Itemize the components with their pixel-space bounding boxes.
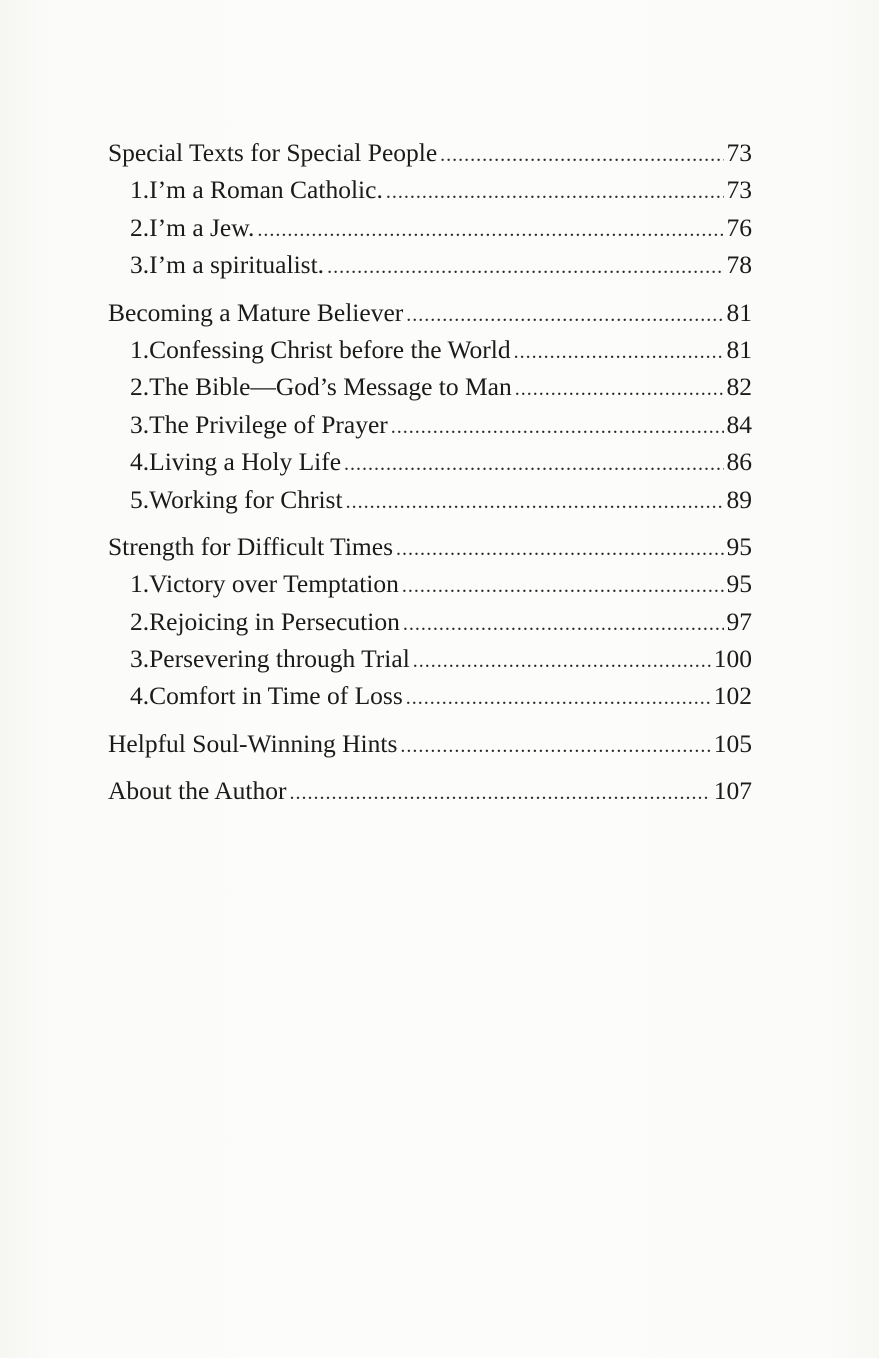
dot-leader [327, 249, 723, 286]
table-of-contents [108, 134, 752, 820]
dot-leader [346, 484, 724, 521]
toc-entry-page: 81 [726, 297, 752, 327]
toc-subentry-title: The Privilege of Prayer [149, 409, 388, 439]
dot-leader [406, 297, 723, 334]
toc-subentry-number: 3. [130, 409, 150, 439]
toc-subentry[interactable] [108, 481, 752, 518]
toc-subentry-page: 97 [726, 606, 752, 636]
toc-subentry-number: 4. [130, 447, 150, 477]
dot-leader [344, 446, 723, 483]
toc-subentry-title: I’m a spiritualist. [149, 250, 325, 280]
toc-subentry-number: 2. [130, 372, 150, 402]
toc-entry[interactable] [108, 134, 752, 171]
toc-section-about-author [108, 772, 752, 809]
toc-subentry[interactable] [108, 677, 752, 714]
toc-subentry-number: 1. [130, 334, 150, 364]
toc-subentry[interactable] [108, 331, 752, 368]
dot-leader [514, 334, 724, 371]
toc-subentry-page: 81 [726, 334, 752, 364]
toc-subentry-title: I’m a Jew. [149, 212, 255, 242]
toc-subentry[interactable] [108, 171, 752, 208]
toc-subentry-page: 95 [726, 569, 752, 599]
dot-leader [406, 680, 711, 717]
toc-subentry-title: The Bible—God’s Message to Man [149, 372, 512, 402]
toc-subentry-title: Victory over Temptation [149, 569, 399, 599]
toc-subentry-title: Confessing Christ before the World [149, 334, 511, 364]
toc-subentry-number: 1. [130, 175, 150, 205]
toc-entry[interactable] [108, 725, 752, 762]
dot-leader [402, 568, 724, 605]
dot-leader [440, 137, 723, 174]
toc-subentry-title: Comfort in Time of Loss [149, 681, 403, 711]
toc-subentry-number: 5. [130, 484, 150, 514]
dot-leader [391, 409, 724, 446]
toc-section-special-texts [108, 134, 752, 284]
toc-subentry-page: 86 [726, 447, 752, 477]
toc-entry-title: About the Author [108, 776, 287, 806]
toc-subentry-title: Persevering through Trial [149, 644, 410, 674]
toc-entry-title: Helpful Soul-Winning Hints [108, 728, 398, 758]
dot-leader [515, 371, 724, 408]
toc-subentry-number: 3. [130, 250, 150, 280]
toc-subentry[interactable] [108, 406, 752, 443]
toc-subentry-page: 76 [726, 212, 752, 242]
toc-subentry-number: 2. [130, 606, 150, 636]
dot-leader [290, 775, 711, 812]
toc-subentry-number: 4. [130, 681, 150, 711]
toc-subentry-number: 1. [130, 569, 150, 599]
toc-entry[interactable] [108, 772, 752, 809]
toc-subentry-title: Living a Holy Life [149, 447, 342, 477]
toc-subentry-page: 102 [713, 681, 752, 711]
toc-entry-title: Special Texts for Special People [108, 138, 438, 167]
toc-subentry-number: 3. [130, 644, 150, 674]
toc-section-difficult-times [108, 528, 752, 715]
toc-section-mature-believer [108, 294, 752, 518]
dot-leader [257, 212, 723, 249]
toc-entry-title: Strength for Difficult Times [108, 531, 393, 561]
dot-leader [386, 174, 724, 211]
toc-entry-title: Becoming a Mature Believer [108, 297, 404, 327]
dot-leader [403, 606, 724, 643]
toc-entry[interactable] [108, 294, 752, 331]
toc-subentry-page: 84 [726, 409, 752, 439]
toc-subentry-page: 89 [726, 484, 752, 514]
toc-subentry-page: 78 [726, 250, 752, 280]
toc-subentry[interactable] [108, 443, 752, 480]
toc-subentry[interactable] [108, 603, 752, 640]
toc-subentry-number: 2. [130, 212, 150, 242]
toc-entry-page: 73 [726, 138, 752, 167]
dot-leader [400, 728, 710, 765]
toc-section-soul-winning [108, 725, 752, 762]
toc-subentry-title: Rejoicing in Persecution [149, 606, 400, 636]
toc-subentry-page: 82 [726, 372, 752, 402]
toc-subentry-page: 100 [713, 644, 752, 674]
toc-subentry[interactable] [108, 565, 752, 602]
toc-subentry-page: 73 [726, 175, 752, 205]
toc-entry-page: 107 [713, 776, 752, 806]
toc-subentry[interactable] [108, 209, 752, 246]
toc-subentry-title: Working for Christ [149, 484, 343, 514]
toc-subentry-title: I’m a Roman Catholic. [149, 175, 383, 205]
dot-leader [413, 643, 711, 680]
toc-subentry[interactable] [108, 368, 752, 405]
toc-entry-page: 95 [726, 531, 752, 561]
toc-subentry[interactable] [108, 246, 752, 283]
toc-subentry[interactable] [108, 640, 752, 677]
dot-leader [396, 531, 724, 568]
toc-entry-page: 105 [713, 728, 752, 758]
toc-entry[interactable] [108, 528, 752, 565]
